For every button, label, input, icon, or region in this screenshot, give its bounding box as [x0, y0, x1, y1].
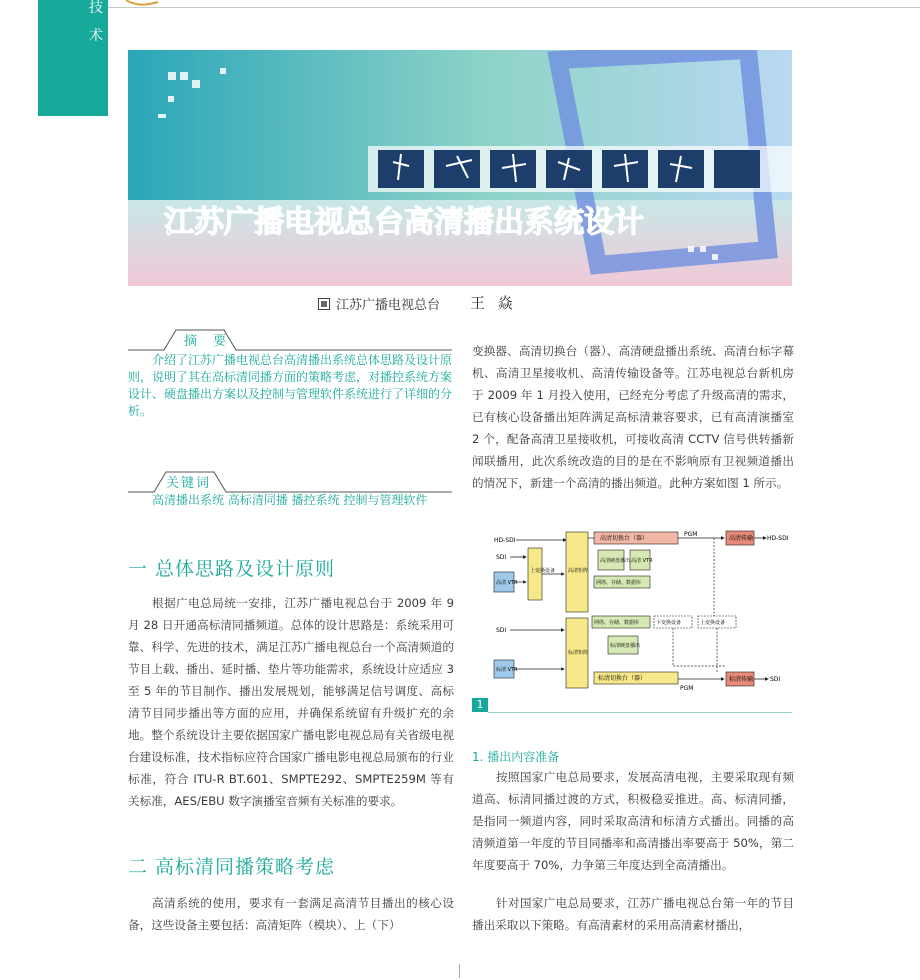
- diagram-sd-vtr: 标清 VTR: [496, 667, 518, 673]
- diagram-hd-vtr: 高清 VTR: [496, 580, 518, 586]
- diagram-label-hd-in: HD-SDI: [494, 537, 516, 544]
- diagram-hd-vtr-2: 高清 VTR: [631, 558, 653, 564]
- diagram-hd-matrix: 高清矩阵: [568, 568, 589, 574]
- keywords-heading: [128, 466, 452, 494]
- byline-organization: 江苏广播电视总台: [336, 298, 441, 313]
- diagram-pgm-2: PGM: [680, 685, 694, 692]
- figure-number: 1: [472, 698, 488, 712]
- diagram-pgm-1: PGM: [684, 531, 698, 538]
- diagram-up-converter: 上变换设备: [700, 620, 726, 626]
- diagram-label-sdi-in-2: SDI: [496, 627, 507, 634]
- diagram-network-sd: 网络、存储、数据库: [594, 620, 640, 626]
- page-footer-mark: [459, 964, 460, 978]
- diagram-label-sdi-in: SDI: [496, 554, 507, 561]
- abstract-heading: [128, 324, 452, 352]
- diagram-hd-transmit: 高清传输: [729, 535, 754, 542]
- diagram-hd-disk: 高清硬盘播出: [600, 558, 631, 564]
- right-para-2: 按照国家广电总局要求，发展高清电视，主要采取现有频道高、标清同播过渡的方式，积极稳妥推进。高、标清同播，是指同一频道内容，同时采取高清和标清方式播出。同播的高清频道第一年度的节目同播率和高清播出率要高于 50%，第二年度要高于 70%，力争第三年度达到全高清播出。: [472, 770, 794, 872]
- abstract-label: 摘 要: [184, 334, 233, 349]
- section2-body: 高清系统的使用，要求有一套满足高清节目播出的核心设备，这些设备主要包括：高清矩阵（模块）、上（下）: [128, 896, 454, 932]
- header-logo-fragment: [118, 0, 258, 8]
- abstract-text: 介绍了江苏广播电视总台高清播出系统总体思路及设计原则，说明了其在高标清同播方面的策略考虑，对播控系统方案设计、硬盘播出方案以及控制与管理软件系统进行了详细的分析。: [128, 353, 453, 418]
- diagram-hd-switcher: 高清切换台（器）: [600, 535, 649, 542]
- diagram-network-hd: 网络、存储、数据库: [596, 580, 642, 586]
- right-para-3: 针对国家广电总局要求，江苏广播电视总台第一年的节目播出采取以下策略。有高清素材的采用高清素材播出，: [472, 896, 794, 932]
- section1-body: 根据广电总局统一安排，江苏广播电视总台于 2009 年 9 月 28 日开通高标清同播频道。总体的设计思路是：系统采用可靠、科学、先进的技术，满足江苏广播电视总台一个高清频道的节目上载、播出、延时播、垫片等功能需求，系统设计应适应 3 至 5 年的节目制作、播出发展规划，能够满足信号调度、高标清节目同步播出等方面的应用，并确保系统留有升级扩充的余地。整个系统设计主要依据国家广播电影电视总局有关省级电视台建设标准，技术指标应符合国家广播电影电视总局颁布的行业标准，符合 ITU-R BT.601、SMPTE292、SMPTE259M 等有关标准，AES/EBU 数字演播室音频有关标准的要求。: [128, 596, 454, 808]
- section-tab-label: 技术: [89, 0, 103, 44]
- bullet-square-icon: [318, 298, 330, 310]
- diagram-sd-switcher: 标清切换台（器）: [598, 675, 647, 682]
- section1-title: 一 总体思路及设计原则: [128, 558, 336, 580]
- author-name: 王 焱: [470, 294, 517, 312]
- diagram-label-hd-out: HD-SDI: [767, 535, 788, 542]
- right-para-1: 变换器、高清切换台（器）、高清硬盘播出系统、高清台标字幕机、高清卫星接收机、高清传输设备等。江苏电视总台新机房于 2009 年 1 月投入使用，已经充分考虑了升级高清的需求，已有核心设备播出矩阵满足高标清兼容要求，已有高清演播室 2 个，配备高清卫星接收机，可接收高清 CCTV 信号供转播新闻联播用，此次系统改造的目的是在不影响原有卫视频道播出的情况下，新建一个高清的播出频道。此种方案如图 1 所示。: [472, 344, 794, 490]
- keywords-label: 关键词: [166, 476, 212, 491]
- diagram-down-converter: 下变换设备: [656, 620, 682, 626]
- subsection-heading: 1. 播出内容准备: [472, 750, 560, 764]
- figure-1-diagram: [488, 528, 788, 696]
- section2-title: 二 高标清同播策略考虑: [128, 856, 336, 878]
- diagram-label-sd-out: SDI: [770, 676, 781, 683]
- diagram-sd-transmit: 标清传输: [729, 676, 754, 683]
- figure-rule: [488, 712, 792, 713]
- banner-title: 江苏广播电视总台高清播出系统设计: [164, 205, 644, 240]
- diagram-sd-disk: 标清硬盘播出: [610, 643, 641, 649]
- byline: [318, 294, 440, 313]
- diagram-sd-matrix: 标清矩阵: [568, 650, 589, 656]
- article-banner: [128, 50, 792, 286]
- diagram-updown-converter: 上变换设备: [530, 568, 556, 574]
- keywords-text: 高清播出系统 高标清同播 播控系统 控制与管理软件: [152, 493, 428, 507]
